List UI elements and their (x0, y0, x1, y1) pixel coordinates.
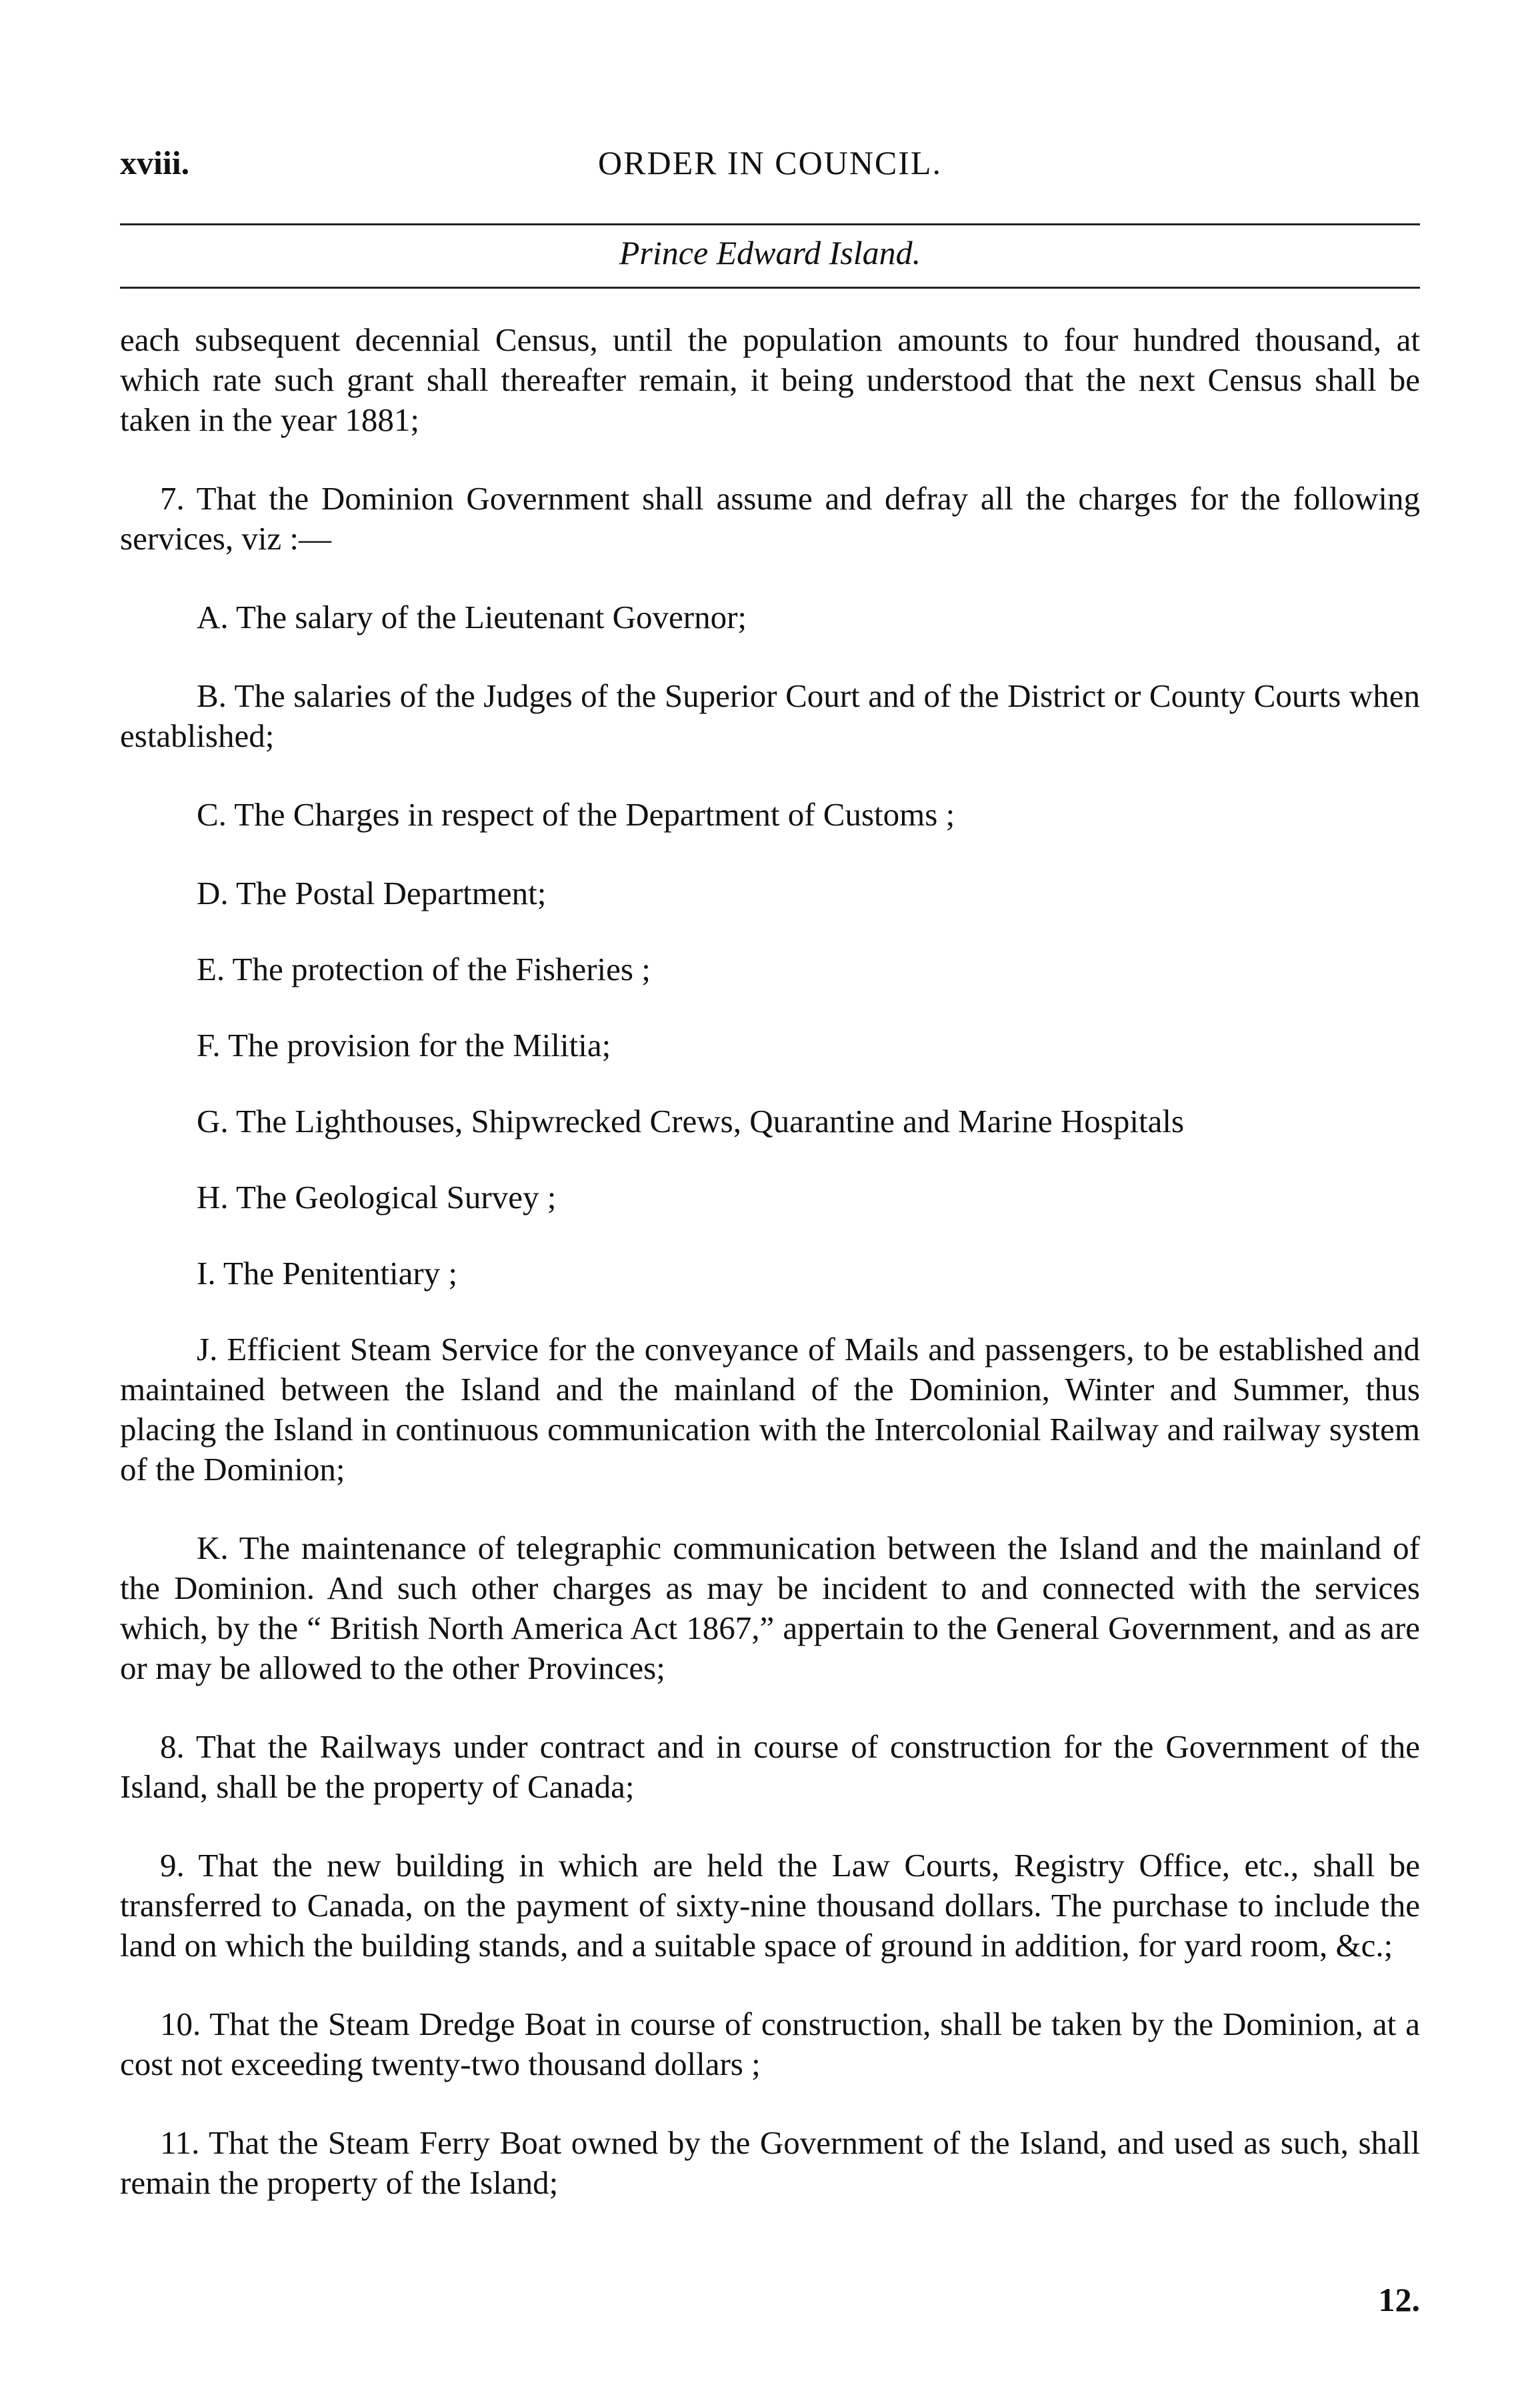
item-i: I. The Penitentiary ; (197, 1255, 457, 1292)
running-title: ORDER IN COUNCIL. (598, 144, 942, 181)
item-a: A. The salary of the Lieutenant Governor; (197, 599, 747, 635)
paragraph-11: 11. That the Steam Ferry Boat owned by the Government of the Island, and used as such, shall remain the property of the Island; (120, 2124, 1420, 2201)
item-c: C. The Charges in respect of the Department of Customs ; (197, 796, 955, 833)
item-b: B. The salaries of the Judges of the Superior Court and of the District or County Courts when established; (120, 677, 1420, 754)
paragraph-continuation: each subsequent decennial Census, until the population amounts to four hundred thousand, at which rate such grant shall thereafter remain, it being understood that the next Census shall be taken in the year 1881; (120, 321, 1420, 438)
item-k: K. The maintenance of telegraphic communication between the Island and the mainland of the Dominion. And such other charges as may be incident to and connected with the services which, by the “ British North America Act 1867,” appertain to the General Government, and as are or may be allowed to the other Provinces; (120, 1530, 1420, 1686)
header-rule-top (120, 223, 1420, 225)
body-text (120, 320, 1420, 2242)
item-h: H. The Geological Survey ; (197, 1179, 557, 1216)
header-rule-bottom (120, 287, 1420, 289)
item-g: G. The Lighthouses, Shipwrecked Crews, Quarantine and Marine Hospitals (197, 1103, 1185, 1139)
item-j: J. Efficient Steam Service for the conveyance of Mails and passengers, to be established and maintained between the Island and the mainland of the Dominion, Winter and Summer, thus placing the Island in continuous communication with the Intercolonial Railway and railway system of the Dominion; (120, 1331, 1420, 1488)
paragraph-9: 9. That the new building in which are held the Law Courts, Registry Office, etc., shall be transferred to Canada, on the payment of sixty-nine thousand dollars. The purchase to include the land on which the building stands, and a suitable space of ground in addition, for yard room, &c.; (120, 1847, 1420, 1964)
paragraph-7: 7. That the Dominion Government shall assume and defray all the charges for the following services, viz :— (120, 480, 1420, 557)
section-subtitle: Prince Edward Island. (619, 234, 921, 271)
item-f: F. The provision for the Militia; (197, 1027, 611, 1063)
paragraph-10: 10. That the Steam Dredge Boat in course of construction, shall be taken by the Dominion, at a cost not exceeding twenty-two thousand dollars ; (120, 2006, 1420, 2082)
page-number: xviii. (120, 144, 190, 181)
catchword: 12. (1378, 2281, 1420, 2318)
page-header (120, 143, 1420, 197)
item-e: E. The protection of the Fisheries ; (197, 951, 651, 987)
paragraph-8: 8. That the Railways under contract and in course of construction for the Government of the Island, shall be the property of Canada; (120, 1728, 1420, 1805)
item-d: D. The Postal Department; (197, 875, 547, 911)
